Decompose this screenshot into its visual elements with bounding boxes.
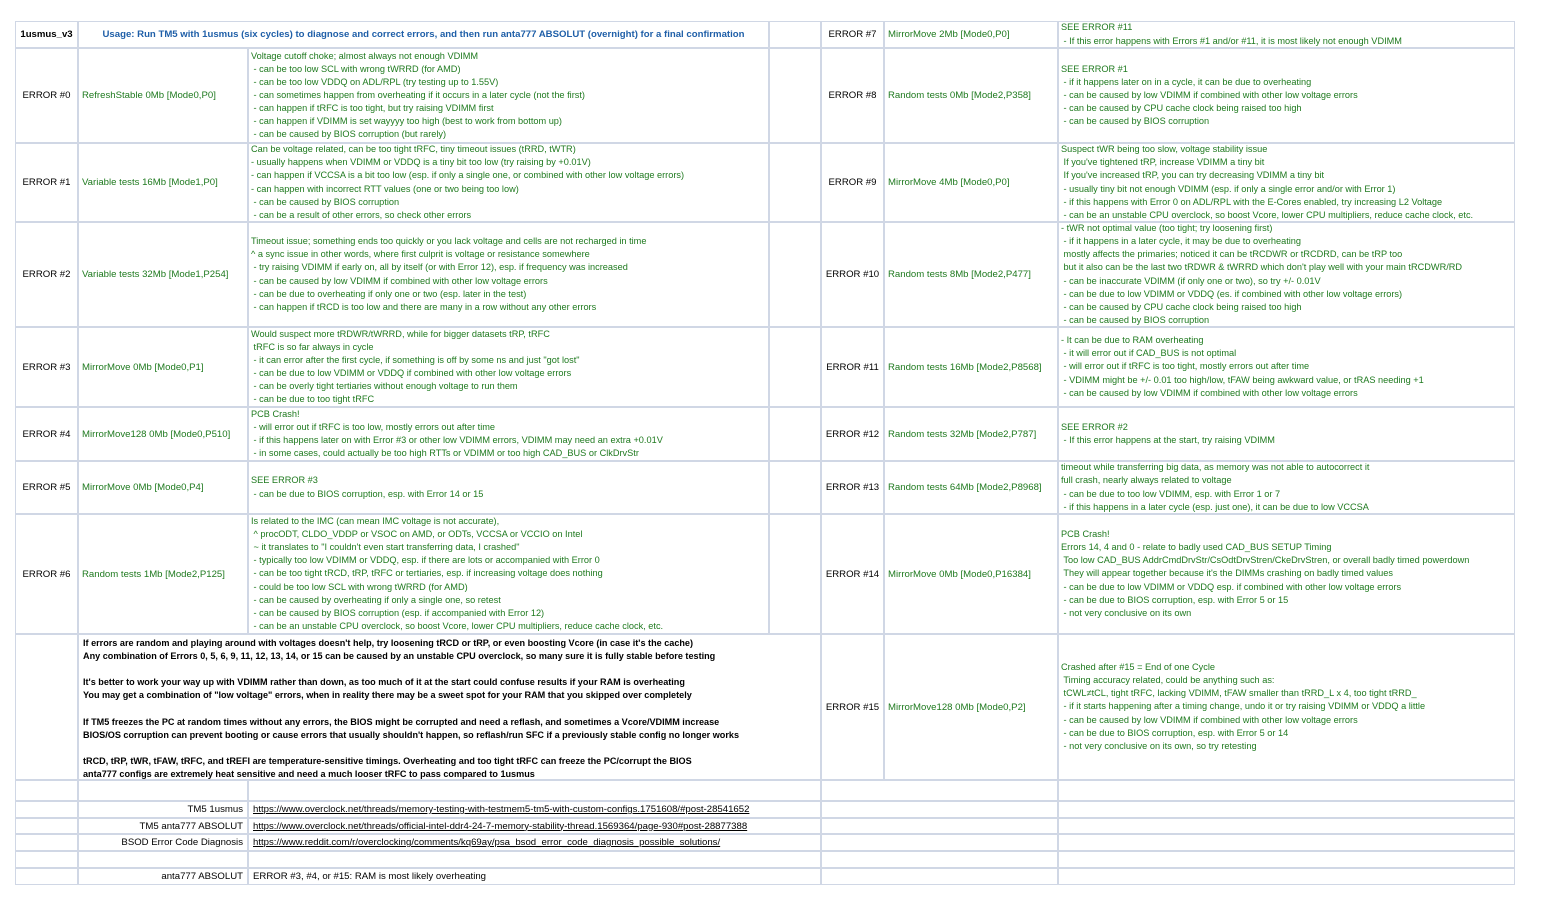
error-label: ERROR #2 — [22, 269, 71, 280]
note-line: - not very conclusive on its own — [1061, 607, 1192, 618]
note-line: SEE ERROR #11 — [1061, 22, 1133, 33]
error-notes-cell[interactable] — [248, 514, 769, 634]
general-note-line: anta777 configs are extremely heat sensitive and need a much looser tRFC to pass compared to 1usmus — [83, 768, 535, 779]
footer-label-cell[interactable] — [78, 868, 248, 885]
note-line: - it can error after the first cycle, if something is off by some ns and just "got lost" — [251, 354, 580, 365]
note-line: - can be caused by BIOS corruption — [1061, 314, 1210, 325]
note-line: - can be due to BIOS corruption, esp. with Error 5 or 15 — [1061, 594, 1289, 605]
note-line: - can be a result of other errors, so check other errors — [251, 209, 472, 220]
note-line: - If this error happens with Errors #1 and/or #11, it is most likely not enough VDIMM — [1061, 35, 1402, 46]
note-line: They will appear together because it's the DIMMs crashing on badly timed values — [1061, 568, 1393, 579]
test-name: MirrorMove 2Mb [Mode0,P0] — [888, 29, 1010, 40]
note-line: tCWL≠tCL, tight tRFC, lacking VDIMM, tFAW smaller than tRRD_L x 4, too tight tRRD_ — [1061, 688, 1417, 699]
note-line: ^ procODT, CLDO_VDDP or VSOC on AMD, or ODTs, VCCSA or VCCIO on Intel — [251, 529, 583, 540]
link-url[interactable]: https://www.reddit.com/r/overclocking/comments/kq69ay/psa_bsod_error_code_diagnosis_possible_solutions/ — [253, 837, 721, 848]
error-label: ERROR #6 — [22, 568, 71, 580]
note-line: - can be due to BIOS corruption, esp. with Error 14 or 15 — [251, 488, 484, 499]
note-line: Crashed after #15 = End of one Cycle — [1061, 662, 1215, 673]
link-url-cell[interactable] — [248, 801, 821, 818]
test-name: RefreshStable 0Mb [Mode0,P0] — [82, 90, 216, 101]
note-line: PCB Crash! — [251, 408, 300, 419]
empty-cell[interactable] — [1058, 801, 1515, 818]
note-line: - VDIMM might be +/- 0.01 too high/low, tFAW being awkward value, or tRAS needing +1 — [1061, 374, 1424, 385]
test-name-cell[interactable] — [884, 327, 1058, 407]
test-name: Random tests 8Mb [Mode2,P477] — [888, 269, 1031, 280]
test-name-cell[interactable] — [78, 407, 248, 461]
note-line: - can happen if tRFC is too tight, but try raising VDIMM first — [251, 103, 494, 114]
note-line: - can be due to too low VDIMM, esp. with Error 1 or 7 — [1061, 488, 1281, 499]
test-name-cell[interactable] — [884, 143, 1058, 222]
note-line: - can happen if tRCD is too low and there are many in a row without any other errors — [251, 301, 597, 312]
note-line: - if this happens later on with Error #3 or other low VDIMM errors, VDIMM may need an extra +0.01V — [251, 435, 663, 445]
empty-cell[interactable] — [821, 834, 1058, 851]
note-line: SEE ERROR #1 — [1061, 63, 1128, 74]
empty-cell[interactable] — [769, 327, 821, 407]
error-notes-cell[interactable] — [248, 48, 769, 143]
note-line: SEE ERROR #3 — [251, 475, 318, 486]
note-line: SEE ERROR #2 — [1061, 421, 1128, 432]
general-notes-cell[interactable] — [78, 634, 821, 780]
error-notes-cell[interactable] — [1058, 222, 1515, 327]
empty-cell[interactable] — [821, 851, 1058, 868]
empty-cell[interactable] — [15, 801, 78, 818]
link-url[interactable]: https://www.overclock.net/threads/official-intel-ddr4-24-7-memory-stability-thread.1569364/page-930#post-28877388 — [253, 820, 748, 832]
error-label: ERROR #3 — [22, 361, 71, 373]
note-line: - will error out if tRFC is too low, mostly errors out after time — [251, 421, 496, 432]
empty-cell[interactable] — [821, 780, 1058, 801]
test-name: MirrorMove 0Mb [Mode0,P4] — [82, 482, 204, 493]
footer-value-cell[interactable] — [248, 868, 821, 885]
note-line: - can happen with incorrect RTT values (one or two being too low) — [251, 183, 519, 194]
error-notes-cell[interactable] — [1058, 634, 1515, 780]
test-name-cell[interactable] — [884, 461, 1058, 514]
test-name: Random tests 0Mb [Mode2,P358] — [888, 90, 1031, 101]
note-line: Timeout issue; something ends too quickly or you lack voltage and cells are not recharged in time — [251, 236, 647, 247]
empty-cell[interactable] — [1058, 851, 1515, 868]
test-name-cell[interactable] — [78, 327, 248, 407]
link-label-cell[interactable] — [78, 834, 248, 851]
error-notes-cell[interactable] — [1058, 327, 1515, 407]
error-notes-cell[interactable] — [1058, 21, 1515, 48]
note-line: - can be caused by low VDIMM if combined with other low voltage errors — [1061, 89, 1358, 100]
note-line: - if this happens in a later cycle (esp. just one), it can be due to low VCCSA — [1061, 501, 1369, 512]
empty-cell[interactable] — [15, 818, 78, 834]
error-notes-cell[interactable] — [1058, 48, 1515, 143]
footer-label: anta777 ABSOLUT — [161, 871, 243, 882]
empty-cell[interactable] — [15, 834, 78, 851]
note-line: - can be caused by overheating if only a single one, so retest — [251, 594, 501, 605]
error-label: ERROR #11 — [826, 361, 879, 373]
error-label: ERROR #0 — [22, 90, 71, 101]
error-label: ERROR #1 — [22, 177, 71, 188]
note-line: - if it happens in a later cycle, it may be due to overheating — [1061, 236, 1302, 247]
error-label-cell[interactable] — [15, 327, 78, 407]
empty-cell[interactable] — [78, 780, 248, 801]
empty-cell[interactable] — [1058, 780, 1515, 801]
note-line: - can happen if VCCSA is a bit too low (esp. if only a single one, or combined with other low voltage errors) — [251, 170, 685, 181]
empty-cell[interactable] — [821, 801, 1058, 818]
empty-cell[interactable] — [15, 868, 78, 885]
note-line: If you've increased tRP, you can try decreasing VDIMM a tiny bit — [1061, 170, 1325, 181]
note-line: - if it starts happening after a timing change, undo it or try raising VDIMM or VDDQ a little — [1061, 701, 1426, 712]
note-line: - can be caused by BIOS corruption — [251, 196, 400, 207]
test-name: MirrorMove 4Mb [Mode0,P0] — [888, 177, 1010, 188]
note-line: - can be overly tight tertiaries without enough voltage to run them — [251, 381, 518, 392]
test-name: Variable tests 16Mb [Mode1,P0] — [82, 177, 218, 188]
general-note-line: If errors are random and playing around with voltages doesn't help, try loosening tRCD or tRP, or even boosting Vcore (in case it's the cache) — [83, 638, 694, 648]
test-name: MirrorMove128 0Mb [Mode0,P2] — [888, 701, 1026, 713]
test-name: MirrorMove 0Mb [Mode0,P16384] — [888, 568, 1031, 580]
note-line: - can be due to overheating if only one or two (esp. later in the test) — [251, 288, 527, 299]
error-label-cell[interactable] — [821, 461, 884, 514]
note-line: Errors 14, 4 and 0 - relate to badly used CAD_BUS SETUP Timing — [1061, 542, 1332, 553]
link-label-cell[interactable] — [78, 818, 248, 834]
error-label-cell[interactable] — [821, 634, 884, 780]
error-label-cell[interactable] — [821, 327, 884, 407]
empty-cell[interactable] — [769, 48, 821, 143]
error-label: ERROR #8 — [828, 90, 877, 101]
empty-cell[interactable] — [821, 818, 1058, 834]
link-label: TM5 1usmus — [187, 804, 243, 815]
error-label-cell[interactable] — [15, 514, 78, 634]
error-notes-cell[interactable] — [248, 222, 769, 327]
test-name: Variable tests 32Mb [Mode1,P254] — [82, 269, 229, 280]
note-line: Too low CAD_BUS AddrCmdDrvStr/CsOdtDrvStren/CkeDrvStren, or overall badly timed powerdown — [1061, 555, 1470, 566]
sheet-title: 1usmus_v3 — [20, 29, 73, 40]
empty-cell[interactable] — [15, 780, 78, 801]
error-label-cell[interactable] — [15, 48, 78, 143]
test-name: Random tests 64Mb [Mode2,P8968] — [888, 482, 1042, 493]
test-name: Random tests 32Mb [Mode2,P787] — [888, 428, 1037, 440]
note-line: Is related to the IMC (can mean IMC voltage is not accurate), — [251, 516, 500, 527]
empty-cell[interactable] — [769, 514, 821, 634]
note-line: - can be caused by low VDIMM if combined with other low voltage errors — [1061, 714, 1358, 725]
empty-cell[interactable] — [821, 868, 1058, 885]
error-label-cell[interactable] — [821, 21, 884, 48]
note-line: If you've tightened tRP, increase VDIMM a tiny bit — [1061, 157, 1265, 168]
empty-cell[interactable] — [769, 21, 821, 48]
empty-cell[interactable] — [769, 143, 821, 222]
note-line: - will error out if tRFC is too tight, mostly errors out after time — [1061, 361, 1310, 372]
test-name-cell[interactable] — [78, 222, 248, 327]
general-note-line: BIOS/OS corruption can prevent booting or cause errors that usually shouldn't happen, so reflash/run SFC if a previously stable config no longer works — [83, 729, 740, 740]
note-line: - can be due to BIOS corruption, esp. with Error 5 or 14 — [1061, 727, 1289, 738]
note-line: - can be an unstable CPU overclock, so boost Vcore, lower CPU multipliers, reduce cache clock, etc. — [251, 620, 664, 631]
note-line: - can be due to too tight tRFC — [251, 394, 375, 405]
error-label: ERROR #12 — [825, 428, 880, 440]
error-label: ERROR #5 — [22, 482, 71, 493]
note-line: Suspect tWR being too slow, voltage stability issue — [1061, 144, 1268, 155]
error-label: ERROR #7 — [828, 29, 877, 40]
note-line: - can be caused by BIOS corruption (but rarely) — [251, 129, 447, 140]
test-name-cell[interactable] — [884, 514, 1058, 634]
note-line: - tWR not optimal value (too tight; try loosening first) — [1061, 223, 1273, 234]
error-label-cell[interactable] — [15, 461, 78, 514]
note-line: but it also can be the last two tRDWR & tWRRD which don't play well with your main tRCDWR/RD — [1061, 262, 1463, 273]
test-name-cell[interactable] — [884, 222, 1058, 327]
link-label: TM5 anta777 ABSOLUT — [139, 820, 243, 832]
error-notes-cell[interactable] — [1058, 143, 1515, 222]
test-name: Random tests 1Mb [Mode2,P125] — [82, 568, 225, 580]
link-url-cell[interactable] — [248, 834, 821, 851]
note-line: - can be too tight tRCD, tRP, tRFC or tertiaries, esp. if increasing voltage does nothing — [251, 568, 603, 579]
usage-text: Usage: Run TM5 with 1usmus (six cycles) to diagnose and correct errors, and then run anta777 ABSOLUT (overnight) for a final confirmation — [102, 29, 745, 40]
test-name-cell[interactable] — [78, 514, 248, 634]
test-name-cell[interactable] — [78, 461, 248, 514]
error-notes-cell[interactable] — [248, 407, 769, 461]
note-line: Would suspect more tRDWR/tWRRD, while for bigger datasets tRP, tRFC — [251, 328, 550, 339]
note-line: - can be caused by CPU cache clock being raised too high — [1061, 103, 1302, 114]
error-label-cell[interactable] — [821, 407, 884, 461]
link-url-cell[interactable] — [248, 818, 821, 834]
note-line: Timing accuracy related, could be anything such as: — [1061, 675, 1275, 686]
note-line: - can be too low SCL with wrong tWRRD (for AMD) — [251, 63, 461, 74]
empty-cell[interactable] — [1058, 818, 1515, 834]
note-line: full crash, nearly always related to voltage — [1061, 475, 1232, 486]
note-line: - can be caused by BIOS corruption — [1061, 116, 1210, 127]
note-line: - typically too low VDIMM or VDDQ, esp. if there are lots or accompanied with Error 0 — [251, 555, 600, 566]
note-line: - it will error out if CAD_BUS is not optimal — [1061, 348, 1237, 359]
usage-cell[interactable] — [78, 21, 769, 48]
error-label-cell[interactable] — [821, 48, 884, 143]
note-line: - can be due to low VDIMM or VDDQ (es. if combined with other low voltage errors) — [1061, 288, 1403, 299]
note-line: - if it happens later on in a cycle, it can be due to overheating — [1061, 76, 1312, 87]
note-line: - usually happens when VDIMM or VDDQ is a tiny bit too low (try raising by +0.01V) — [251, 157, 591, 168]
error-label: ERROR #14 — [825, 568, 880, 580]
error-label-cell[interactable] — [821, 143, 884, 222]
test-name: Random tests 16Mb [Mode2,P8568] — [888, 361, 1042, 373]
note-line: Can be voltage related, can be too tight tRFC, tiny timeout issues (tRRD, tWTR) — [251, 144, 576, 155]
sheet-title-cell[interactable] — [15, 21, 78, 48]
note-line: Voltage cutoff choke; almost always not enough VDIMM — [251, 50, 479, 61]
general-note-line — [83, 742, 820, 755]
note-line: timeout while transferring big data, as memory was not able to autocorrect it — [1061, 462, 1370, 473]
link-label-cell[interactable] — [78, 801, 248, 818]
note-line: - can be caused by low VDIMM if combined with other low voltage errors — [1061, 387, 1358, 398]
note-line: ~ it translates to "I couldn't even start transferring data, I crashed" — [251, 542, 520, 553]
test-name-cell[interactable] — [884, 634, 1058, 780]
empty-cell[interactable] — [15, 851, 78, 868]
note-line: - can be caused by CPU cache clock being raised too high — [1061, 301, 1302, 312]
test-name-cell[interactable] — [78, 143, 248, 222]
test-name-cell[interactable] — [884, 21, 1058, 48]
general-note-line: You may get a combination of "low voltage" errors, when in reality there may be a sweet spot for your RAM that you skipped over completely — [83, 690, 692, 701]
empty-cell[interactable] — [769, 407, 821, 461]
general-note-line: tRCD, tRP, tWR, tFAW, tRFC, and tREFI are temperature-sensitive timings. Overheating and too tight tRFC can freeze the PC/corrupt the BIOS — [83, 755, 692, 766]
general-notes — [83, 637, 820, 780]
error-label-cell[interactable] — [821, 514, 884, 634]
note-line: tRFC is so far always in cycle — [251, 341, 374, 352]
note-line: - If this error happens at the start, try raising VDIMM — [1061, 435, 1275, 445]
note-line: - can happen if VDIMM is set wayyyy too high (best to work from bottom up) — [251, 116, 562, 127]
error-notes-cell[interactable] — [1058, 514, 1515, 634]
general-note-line — [83, 663, 820, 676]
error-notes-cell[interactable] — [1058, 461, 1515, 514]
note-line: - not very conclusive on its own, so try retesting — [1061, 740, 1257, 751]
empty-cell[interactable] — [15, 634, 78, 780]
note-line: ^ a sync issue in other words, where first culprit is voltage or resistance somewhere — [251, 249, 590, 260]
test-name: MirrorMove128 0Mb [Mode0,P510] — [82, 428, 231, 440]
note-line: - can sometimes happen from overheating if it occurs in a later cycle (not the first) — [251, 89, 585, 100]
footer-value: ERROR #3, #4, or #15: RAM is most likely overheating — [253, 871, 487, 882]
general-note-line: It's better to work your way up with VDIMM rather than down, as too much of it at the start could confuse results if your RAM is overheating — [83, 677, 685, 688]
note-line: - in some cases, could actually be too high RTTs or VDIMM or too high CAD_BUS or ClkDrvStr — [251, 448, 639, 459]
general-note-line: Any combination of Errors 0, 5, 6, 9, 11, 12, 13, 14, or 15 can be caused by an unstable CPU overclock, so many sure it is fully stable before testing — [83, 651, 716, 662]
link-label: BSOD Error Code Diagnosis — [121, 837, 243, 848]
error-label-cell[interactable] — [821, 222, 884, 327]
error-label-cell[interactable] — [15, 143, 78, 222]
note-line: - can be caused by BIOS corruption (esp. if accompanied with Error 12) — [251, 607, 545, 618]
note-line: - if this happens with Error 0 on ADL/RPL with the E-Cores enabled, try increasing L2 Voltage — [1061, 196, 1443, 207]
error-notes-cell[interactable] — [1058, 407, 1515, 461]
error-notes-cell[interactable] — [248, 461, 769, 514]
test-name-cell[interactable] — [884, 407, 1058, 461]
note-line: - can be due to low VDIMM or VDDQ if combined with other low voltage errors — [251, 368, 572, 378]
error-label-cell[interactable] — [15, 222, 78, 327]
empty-cell[interactable] — [78, 851, 248, 868]
error-label: ERROR #13 — [825, 482, 880, 493]
error-label: ERROR #15 — [825, 701, 880, 713]
note-line: - It can be due to RAM overheating — [1061, 335, 1204, 346]
note-line: - can be too low VDDQ on ADL/RPL (try testing up to 1.55V) — [251, 76, 499, 87]
note-line: - can be caused by low VDIMM if combined with other low voltage errors — [251, 275, 548, 286]
empty-cell[interactable] — [248, 851, 821, 868]
link-url[interactable]: https://www.overclock.net/threads/memory-testing-with-testmem5-tm5-with-custom-configs.1751608/#post-28541652 — [253, 804, 750, 815]
test-name-cell[interactable] — [78, 48, 248, 143]
note-line: - can be due to low VDIMM or VDDQ esp. if combined with other low voltage errors — [1061, 581, 1402, 592]
general-note-line — [83, 702, 820, 715]
test-name-cell[interactable] — [884, 48, 1058, 143]
note-line: - can be an unstable CPU overclock, so boost Vcore, lower CPU multipliers, reduce cache clock, etc. — [1061, 209, 1474, 220]
note-line: PCB Crash! — [1061, 529, 1110, 540]
empty-cell[interactable] — [769, 222, 821, 327]
empty-cell[interactable] — [248, 780, 821, 801]
error-label: ERROR #9 — [828, 177, 877, 188]
error-label: ERROR #10 — [825, 269, 880, 280]
error-notes-cell[interactable] — [248, 327, 769, 407]
note-line: mostly affects the primaries; noticed it can be tRCDWR or tRCDRD, can be tRP too — [1061, 249, 1403, 260]
empty-cell[interactable] — [1058, 834, 1515, 851]
empty-cell[interactable] — [1058, 868, 1515, 885]
note-line: - could be too low SCL with wrong tWRRD (for AMD) — [251, 581, 468, 592]
note-line: - can be inaccurate VDIMM (if only one or two), so try +/- 0.01V — [1061, 275, 1321, 286]
test-name: MirrorMove 0Mb [Mode0,P1] — [82, 361, 204, 373]
error-label: ERROR #4 — [22, 428, 71, 440]
error-label-cell[interactable] — [15, 407, 78, 461]
general-note-line: If TM5 freezes the PC at random times without any errors, the BIOS might be corrupted and need a reflash, and sometimes a Vcore/VDIMM increase — [83, 716, 720, 727]
empty-cell[interactable] — [769, 461, 821, 514]
note-line: - usually tiny bit not enough VDIMM (esp. if only a single error and/or with Error 1) — [1061, 183, 1396, 194]
error-notes-cell[interactable] — [248, 143, 769, 222]
note-line: - try raising VDIMM if early on, all by itself (or with Error 12), esp. if frequency was increased — [251, 262, 628, 273]
